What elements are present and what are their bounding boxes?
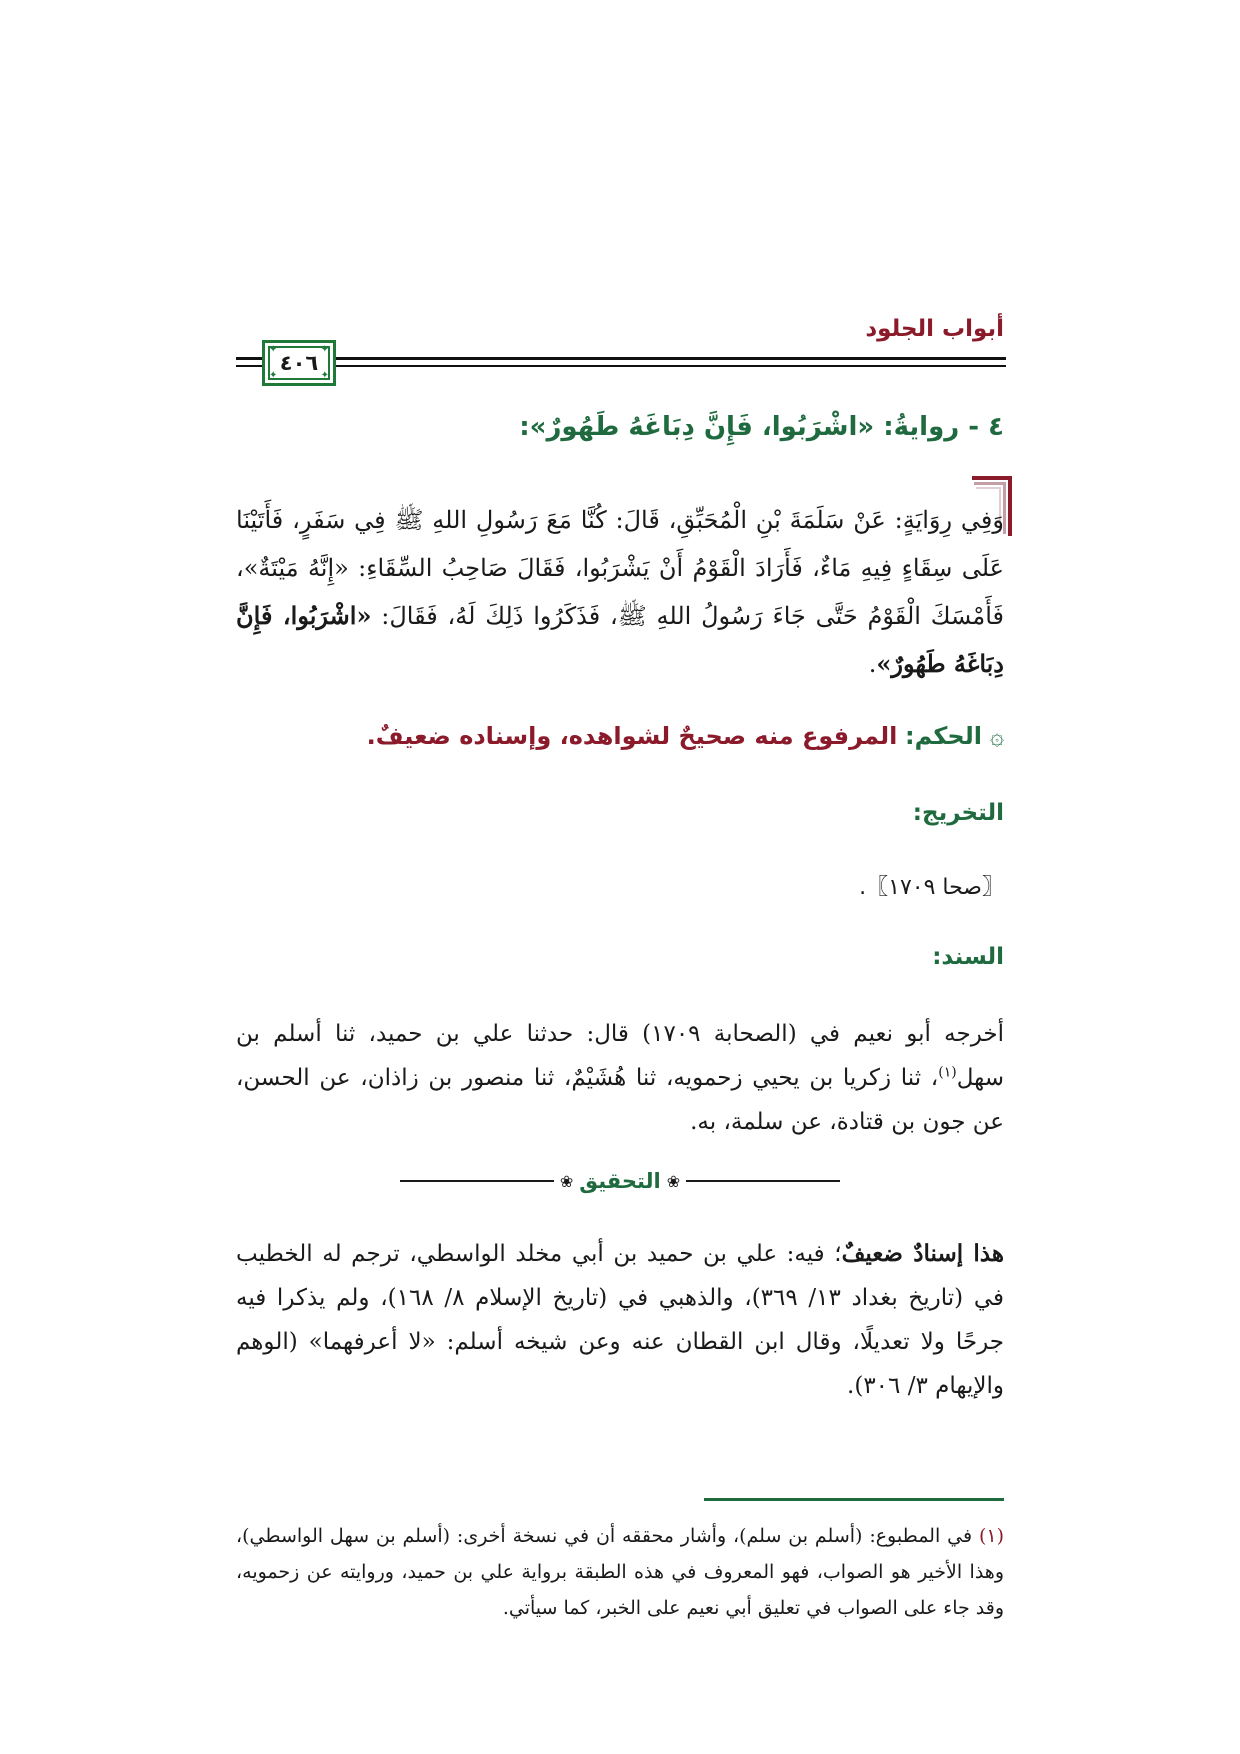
takhrij-heading: التخريج: (912, 800, 1004, 826)
ruling-icon: ۞ (989, 722, 1004, 750)
takhrij-reference: 〖صحا ١٧٠٩〗. (859, 875, 1004, 900)
footnote-rule (704, 1498, 1004, 1501)
hadith-text-end: . (868, 650, 877, 678)
header-rule (236, 357, 1006, 371)
sanad-heading: السند: (932, 944, 1004, 970)
section-title: أبواب الجلود (865, 316, 1004, 342)
hadith-text-body: وَفِي رِوَايَةٍ: عَنْ سَلَمَةَ بْنِ الْمُحَبِّقِ، قَالَ: كُنَّا مَعَ رَسُولِ اللهِ ﷺ فِي سَفَرٍ، فَأَتَيْنَا عَلَى سِقَاءٍ فِيهِ مَاءٌ، فَأَرَادَ الْقَوْمُ أَنْ يَشْرَبُوا، فَقَالَ صَاحِبُ السِّقَاءِ: «إِنَّهُ مَيْتَةٌ»، فَأَمْسَكَ الْقَوْمُ حَتَّى جَاءَ رَسُولُ اللهِ ﷺ، فَذَكَرُوا ذَلِكَ لَهُ، فَقَالَ: (236, 506, 1004, 630)
frame-ornament-icon: ✦ (320, 370, 329, 381)
footnote (236, 1518, 1004, 1626)
frame-ornament-icon: ✦ (269, 370, 278, 381)
hadith-text (236, 496, 1004, 688)
sanad-text-part1: أخرجه أبو نعيم في (الصحابة ١٧٠٩) قال: حدثنا علي بن حميد، ثنا أسلم بن سهل (236, 1021, 1004, 1091)
tahqiq-body: ؛ فيه: علي بن حميد بن أبي مخلد الواسطي، ترجم له الخطيب في (تاريخ بغداد ١٣/ ٣٦٩)، والذهبي في (تاريخ الإسلام ٨/ ١٦٨)، ولم يذكرا فيه جرحًا ولا تعديلًا، وقال ابن القطان عنه وعن شيخه أسلم: «لا أعرفهما» (الوهم والإيهام ٣/ ٣٠٦). (236, 1241, 1004, 1399)
sanad-text (236, 1012, 1004, 1144)
separator-ornament-icon: ❀ (559, 1171, 574, 1191)
frame-ornament-icon: ✦ (320, 344, 329, 355)
tahqiq-separator (400, 1166, 840, 1196)
separator-ornament-icon: ❀ (666, 1171, 681, 1191)
ruling (367, 722, 1004, 750)
ruling-label: الحكم: (905, 722, 982, 750)
footnote-marker[interactable]: (١) (938, 1064, 957, 1081)
sanad-text-part2: ، ثنا زكريا بن يحيي زحمويه، ثنا هُشَيْمٌ، ثنا منصور بن زاذان، عن الحسن، عن جون بن قتادة، عن سلمة، به. (236, 1065, 1004, 1135)
page-number-frame (262, 340, 336, 386)
frame-ornament-icon: ✦ (269, 344, 278, 355)
footnote-text: في المطبوع: (أسلم بن سلم)، وأشار محققه أن في نسخة أخرى: (أسلم بن سهل الواسطي)، وهذا الأخير هو الصواب، فهو المعروف في هذه الطبقة برواية علي بن حميد، وروايته عن زحمويه، وقد جاء على الصواب في تعليق أبي نعيم على الخبر، كما سيأتي. (236, 1525, 1004, 1619)
hadith-heading: ٤ - روايةُ: «اشْرَبُوا، فَإِنَّ دِبَاغَهُ طَهُورٌ»: (519, 412, 1004, 442)
footnote-number: (١) (978, 1525, 1004, 1547)
page-number: ٤٠٦ (279, 351, 319, 375)
tahqiq-label: التحقيق (579, 1169, 661, 1193)
ruling-text: المرفوع منه صحيحٌ لشواهده، وإسناده ضعيفٌ. (366, 722, 898, 750)
tahqiq-bold-lead: هذا إسنادٌ ضعيفٌ (841, 1240, 1004, 1267)
hadith-quote-bold: «اشْرَبُوا، فَإِنَّ دِبَاغَهُ طَهُورٌ» (236, 601, 1004, 678)
tahqiq-text (236, 1232, 1004, 1408)
